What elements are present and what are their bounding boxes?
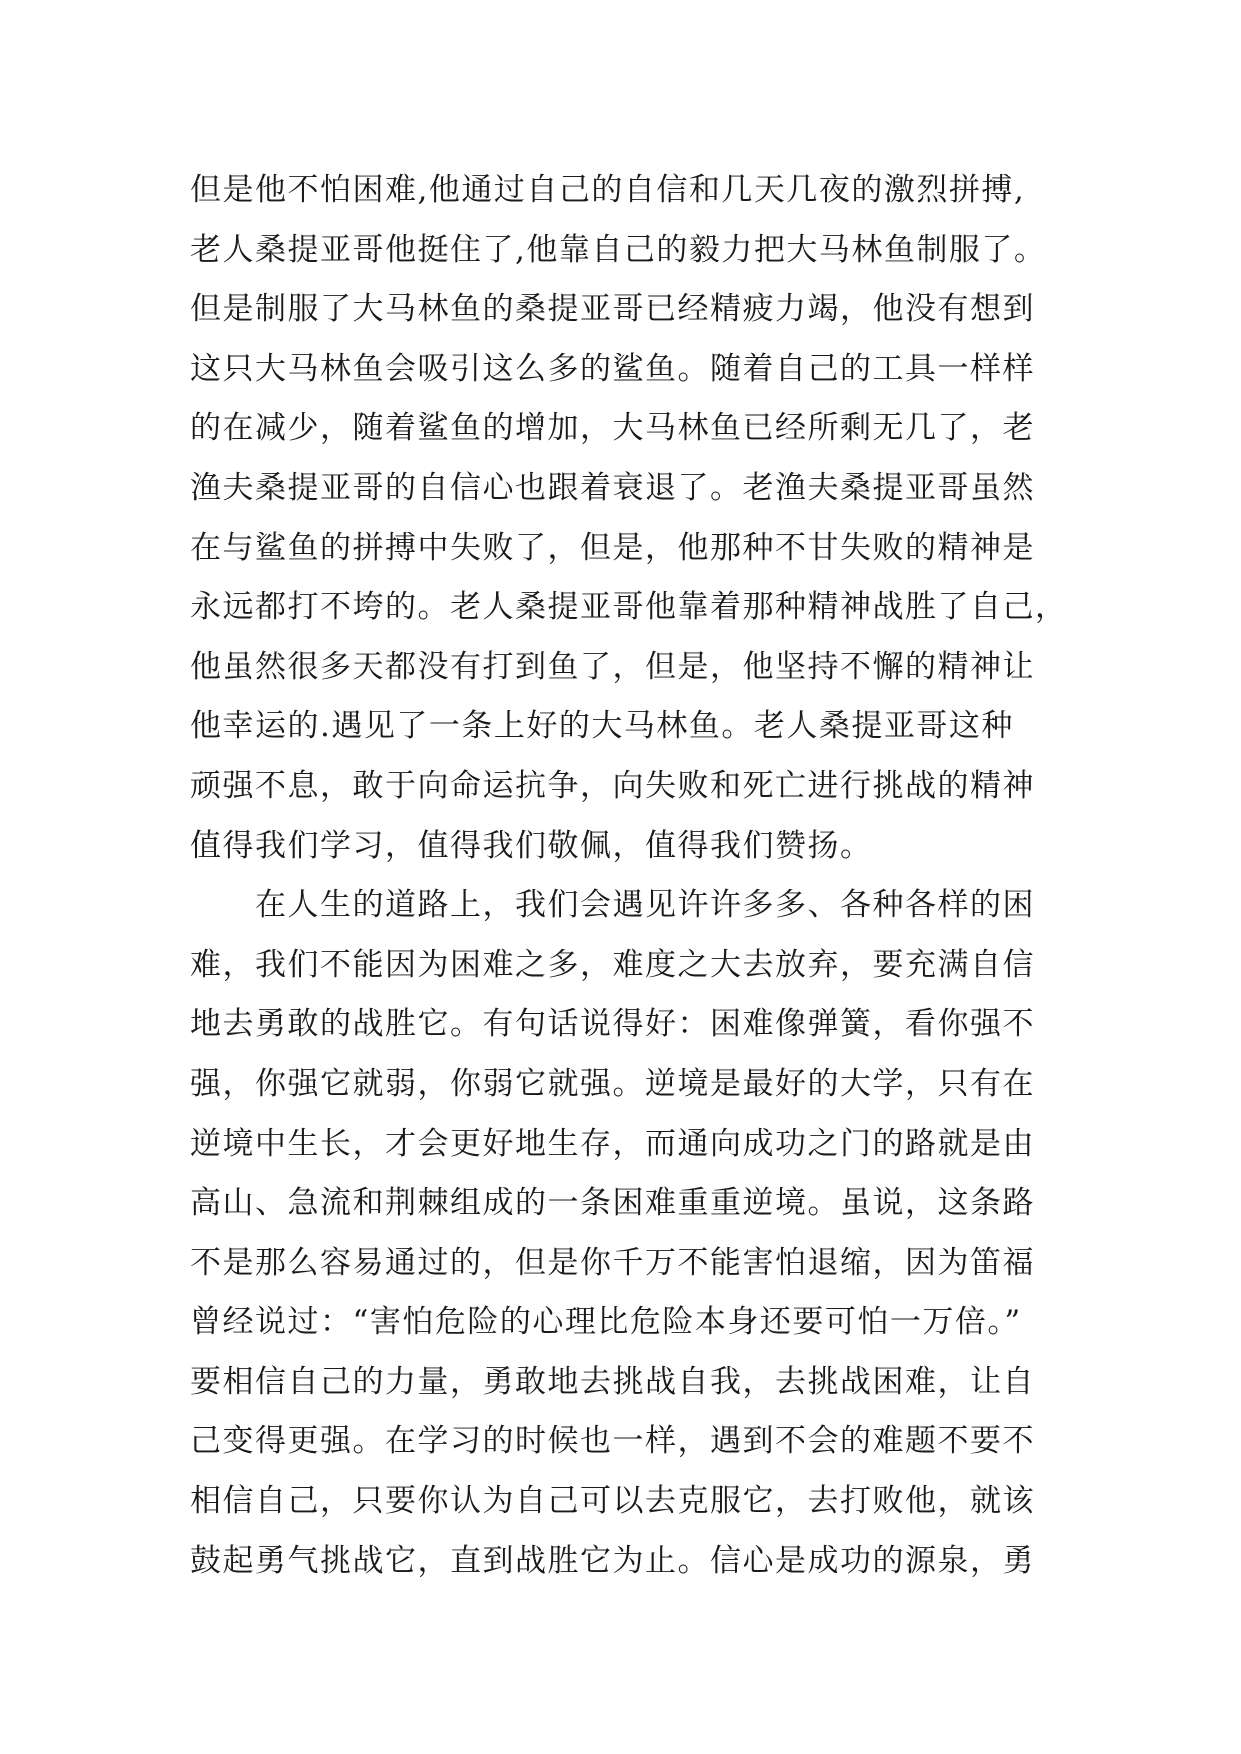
text-line: 的在减少，随着鲨鱼的增加，大马林鱼已经所剩无几了，老 <box>190 410 1035 447</box>
text-line: 强，你强它就弱，你弱它就强。逆境是最好的大学，只有在 <box>190 1065 1035 1102</box>
text-line: 但是制服了大马林鱼的桑提亚哥已经精疲力竭，他没有想到 <box>190 291 1035 328</box>
text-line: 他虽然很多天都没有打到鱼了，但是，他坚持不懈的精神让 <box>190 648 1035 685</box>
text-line: 相信自己，只要你认为自己可以去克服它，去打败他，就该 <box>190 1483 1035 1520</box>
text-line: 在与鲨鱼的拼搏中失败了，但是，他那种不甘失败的精神是 <box>190 529 1035 566</box>
text-line: 己变得更强。在学习的时候也一样，遇到不会的难题不要不 <box>190 1423 1035 1460</box>
text-line: 不是那么容易通过的，但是你千万不能害怕退缩，因为笛福 <box>190 1244 1035 1281</box>
text-line: 高山、急流和荆棘组成的一条困难重重逆境。虽说，这条路 <box>190 1185 1035 1222</box>
text-line: 鼓起勇气挑战它，直到战胜它为止。信心是成功的源泉，勇 <box>190 1542 1035 1579</box>
text-line: 他幸运的.遇见了一条上好的大马林鱼。老人桑提亚哥这种 <box>190 708 1014 745</box>
text-line: 但是他不怕困难,他通过自己的自信和几天几夜的激烈拼搏, <box>190 172 1026 208</box>
text-line: 要相信自己的力量，勇敢地去挑战自我，去挑战困难，让自 <box>190 1363 1035 1400</box>
text-line: 曾经说过：“害怕危险的心理比危险本身还要可怕一万倍。” <box>190 1304 1022 1341</box>
text-line: 顽强不息，敢于向命运抗争，向失败和死亡进行挑战的精神 <box>190 767 1035 804</box>
text-line: 渔夫桑提亚哥的自信心也跟着衰退了。老渔夫桑提亚哥虽然 <box>190 469 1035 506</box>
text-line: 在人生的道路上，我们会遇见许许多多、各种各样的困 <box>190 887 1035 924</box>
text-line: 逆境中生长，才会更好地生存，而通向成功之门的路就是由 <box>190 1125 1035 1162</box>
text-line: 这只大马林鱼会吸引这么多的鲨鱼。随着自己的工具一样样 <box>190 350 1035 387</box>
text-line: 永远都打不垮的。老人桑提亚哥他靠着那种精神战胜了自己， <box>190 589 1068 626</box>
text-line: 难，我们不能因为困难之多，难度之大去放弃，要充满自信 <box>190 946 1035 983</box>
body-text <box>190 161 1120 1591</box>
text-line: 老人桑提亚哥他挺住了,他靠自己的毅力把大马林鱼制服了。 <box>190 231 1047 268</box>
text-line: 值得我们学习，值得我们敬佩，值得我们赞扬。 <box>190 827 873 864</box>
text-line: 地去勇敢的战胜它。有句话说得好：困难像弹簧，看你强不 <box>190 1006 1035 1043</box>
